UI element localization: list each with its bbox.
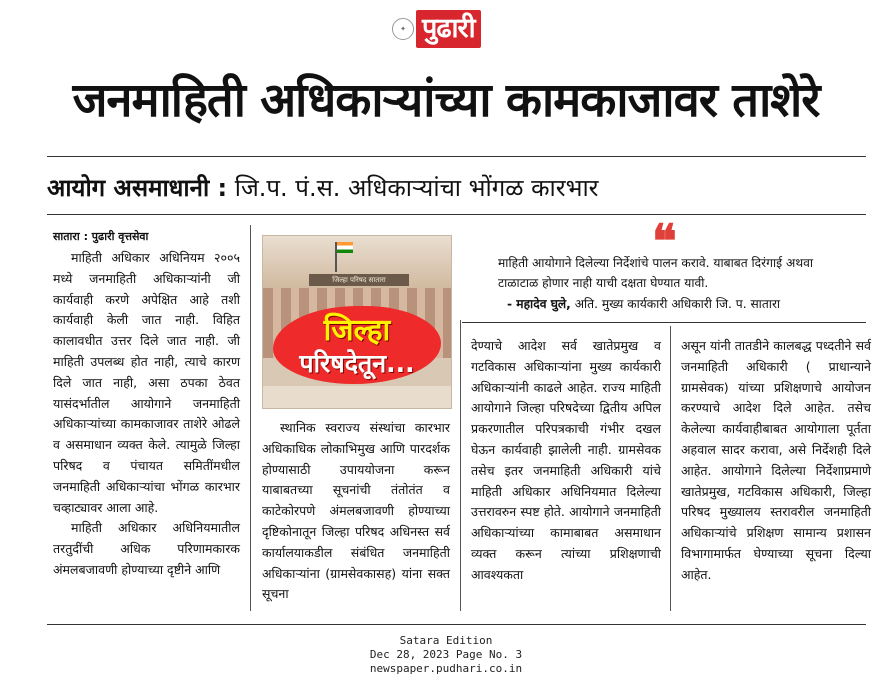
article-image <box>262 235 452 409</box>
article-column-4 <box>681 336 871 586</box>
seal-icon: ✦ <box>392 18 414 40</box>
headline: जनमाहिती अधिकाऱ्यांच्या कामकाजावर ताशेरे <box>72 73 820 128</box>
article-column-3 <box>471 336 661 586</box>
divider <box>462 322 866 323</box>
masthead <box>0 10 892 56</box>
subhead-rest: जि.प. पं.स. अधिकाऱ्यांचा भोंगळ कारभार <box>234 174 599 202</box>
quote-attribution <box>507 295 780 313</box>
dateline: सातारा : पुढारी वृत्तसेवा <box>53 230 149 243</box>
image-caption-line-1: जिल्हा <box>323 313 391 348</box>
newspaper-logo: पुढारी <box>416 10 481 48</box>
article-column-1 <box>53 248 240 581</box>
divider <box>47 214 866 215</box>
article-column-2 <box>262 418 450 605</box>
edition-label: Satara Edition <box>399 634 493 647</box>
quote-author: - महादेव घुले, <box>507 297 571 311</box>
source-url[interactable]: newspaper.pudhari.co.in <box>369 662 523 675</box>
column-divider <box>460 320 461 611</box>
subheadline <box>47 166 877 210</box>
subhead-lead: आयोग असमाधानी : <box>47 174 228 202</box>
masthead-logo-group <box>392 10 481 48</box>
building-sign: जिल्हा परिषद सातारा <box>309 274 409 286</box>
footer <box>0 634 892 676</box>
divider <box>47 156 866 157</box>
flag-icon <box>337 242 353 253</box>
column-divider <box>250 225 251 611</box>
image-caption-line-2: परिषदेतून... <box>299 349 415 378</box>
paragraph: स्थानिक स्वराज्य संस्थांचा कारभार अधिकाधिक लोकाभिमुख आणि पारदर्शक होण्यासाठी उपाययोजना करून याबाबतच्या सूचनांची तंतोतंत व काटेकोरपणे अंमलबजावणी होण्याच्या दृष्टिकोनातून जिल्हा परिषद अधिनस्त सर्व कार्यालयाकडील संबंधित जनमाहिती अधिकाऱ्यांना (ग्रामसेवकासह) यांना सक्त सूचना <box>262 420 450 602</box>
column-divider <box>670 326 671 611</box>
quote-icon: ❝ <box>652 214 677 268</box>
image-ground <box>263 386 451 408</box>
divider <box>47 624 866 625</box>
paragraph: असून यांनी तातडीने कालबद्ध पध्दतीने सर्व जनमाहिती अधिकारी ( प्राधान्याने ग्रामसेवक) यांच्या प्रशिक्षणाचे आयोजन करण्याचे आदेश दिले आहेत. तसेच केलेल्या कार्यवाहीबाबत आयोगाला पूर्तता अहवाल सादर करावा, असे निर्देशही दिले आहेत. आयोगाने दिलेल्या निर्देशाप्रमाणे खातेप्रमुख, गटविकास अधिकारी, जिल्हा परिषद मुख्यालय स्तरावरील जनमाहिती अधिकाऱ्यांचे प्रशिक्षण सामान्य प्रशासन विभागामार्फत घेण्याच्या सूचना दिल्या आहेत. <box>681 338 871 582</box>
pull-quote: माहिती आयोगाने दिलेल्या निर्देशांचे पालन करावे. याबाबत दिरंगाई अथवा टाळाटाळ होणार नाही याची दक्षता घेण्यात यावी. <box>498 256 814 290</box>
paragraph: माहिती अधिकार अधिनियम २००५ मध्ये जनमाहिती अधिकाऱ्यांनी जी कार्यवाही करणे अपेक्षित आहे तशी कार्यवाही केली जात नाही. विहित कालावधीत उत्तर दिले जात नाही. जी माहिती उपलब्ध होत नाही, त्याचे कारण दिले जात नाही, असा ठपका ठेवत यासंदर्भातील आयोगाने जनमाहिती अधिकाऱ्यांच्या कामकाजावर ताशेरे ओढले व असमाधान व्यक्त केले. त्यामुळे जिल्हा परिषद व पंचायत समितींमधील जनमाहिती अधिकाऱ्यांचा भोंगळ कारभार चव्हाट्यावर आला आहे. <box>53 250 240 515</box>
paragraph: माहिती अधिकार अधिनियमातील तरतुदींची अधिक परिणामकारक अंमलबजावणी होण्याच्या दृष्टीने आणि <box>53 520 240 577</box>
paragraph: देण्याचे आदेश सर्व खातेप्रमुख व गटविकास अधिकाऱ्यांना मुख्य कार्यकारी अधिकाऱ्यांनी काढले आहेत. राज्य माहिती आयोगाने जिल्हा परिषदेच्या द्वितीय अपिल प्रकरणातील परिपत्रकाची गंभीर दखल घेऊन कार्यवाही झालेली नाही. ग्रामसेवक तसेच इतर जनमाहिती अधिकारी यांचे माहिती अधिकार अधिनियमात दिलेल्या उत्तरावरुन स्पष्ट होते. आयोगाने जनमाहिती अधिकाऱ्यांच्या कामाबाबत असमाधान व्यक्त करून त्यांच्या प्रशिक्षणाची आवश्यकता <box>471 338 661 582</box>
quote-author-role: अति. मुख्य कार्यकारी अधिकारी जि. प. सातारा <box>574 297 781 311</box>
date-page-label: Dec 28, 2023 Page No. 3 <box>369 648 523 661</box>
